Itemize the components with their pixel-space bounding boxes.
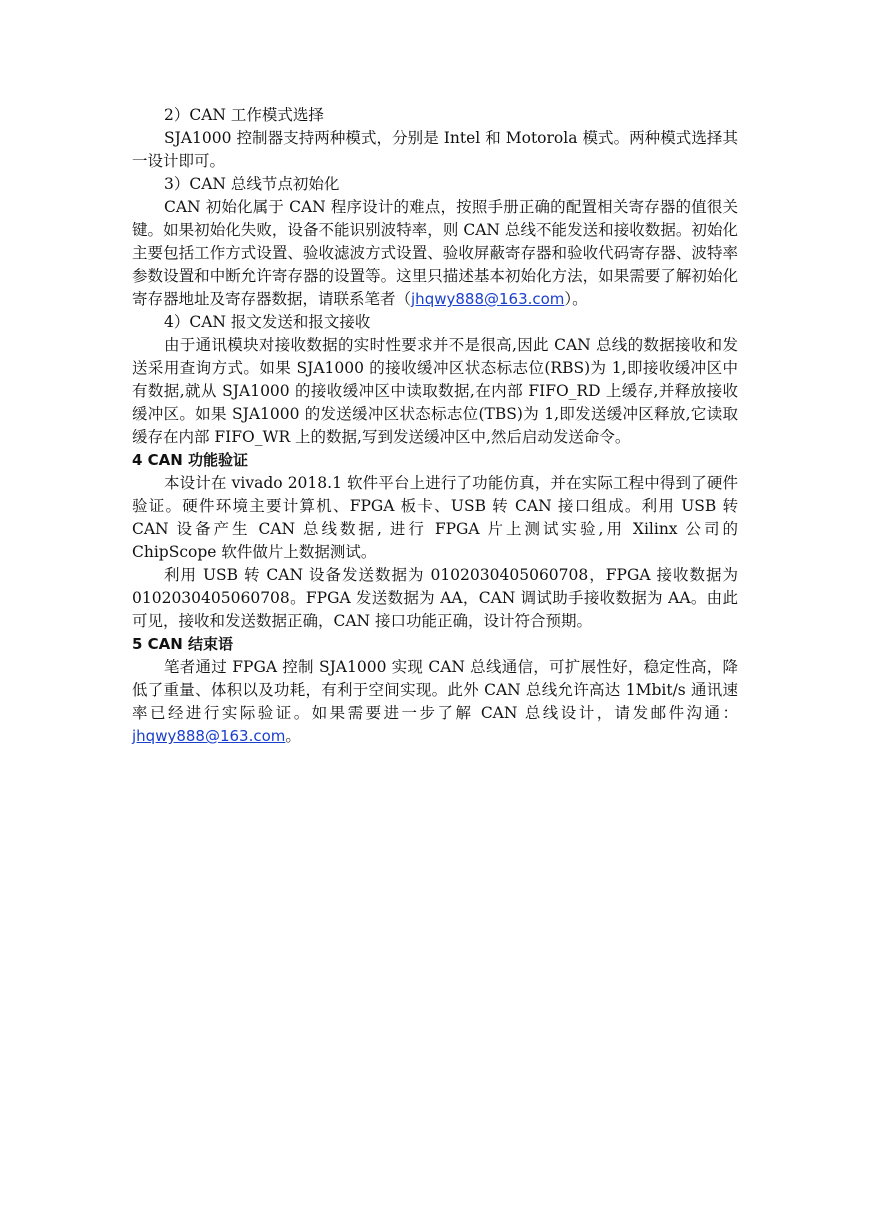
subsection-heading-work-mode: 2）CAN 工作模式选择: [164, 106, 324, 124]
paragraph-verification-1: 本设计在 vivado 2018.1 软件平台上进行了功能仿真，并在实际工程中得到了硬件验证。硬件环境主要计算机、FPGA 板卡、USB 转 CAN 接口组成。利用 USB 转 CAN 设备产生 CAN 总线数据, 进行 FPGA 片上测试实验,用 Xilinx 公司的 ChipScope 软件做片上数据测试。: [132, 474, 738, 561]
section-heading-verification: 4 CAN 功能验证: [132, 451, 249, 469]
section-heading-conclusion: 5 CAN 结束语: [132, 635, 234, 653]
paragraph-conclusion: [132, 656, 738, 748]
paragraph-verification-2: 利用 USB 转 CAN 设备发送数据为 0102030405060708，FPGA 接收数据为 0102030405060708。FPGA 发送数据为 AA，CAN 调试助手接收数据为 AA。由此可见，接收和发送数据正确，CAN 接口功能正确，设计符合预期。: [132, 566, 738, 630]
email-link-conclusion[interactable]: jhqwy888@163.com: [132, 727, 286, 745]
paragraph-message: 由于通讯模块对接收数据的实时性要求并不是很高,因此 CAN 总线的数据接收和发送采用查询方式。如果 SJA1000 的接收缓冲区状态标志位(RBS)为 1,即接收缓冲区中有数据,就从 SJA1000 的接收缓冲区中读取数据,在内部 FIFO_RD 上缓存,并释放接收缓冲区。如果 SJA1000 的发送缓冲区状态标志位(TBS)为 1,即发送缓冲区释放,它读取缓存在内部 FIFO_WR 上的数据,写到发送缓冲区中,然后启动发送命令。: [132, 336, 738, 446]
paragraph-node-init-tail: ）。: [564, 290, 588, 308]
paragraph-conclusion-tail: 。: [285, 727, 301, 745]
document-body: [132, 104, 738, 748]
paragraph-work-mode: SJA1000 控制器支持两种模式，分别是 Intel 和 Motorola 模式。两种模式选择其一设计即可。: [132, 129, 738, 170]
paragraph-node-init-text: CAN 初始化属于 CAN 程序设计的难点，按照手册正确的配置相关寄存器的值很关键。如果初始化失败，设备不能识别波特率，则 CAN 总线不能发送和接收数据。初始化主要包括工作方式设置、验收滤波方式设置、验收屏蔽寄存器和验收代码寄存器、波特率参数设置和中断允许寄存器的设置等。这里只描述基本初始化方法，如果需要了解初始化寄存器地址及寄存器数据，请联系笔者（: [132, 198, 738, 308]
email-link-contact[interactable]: jhqwy888@163.com: [411, 290, 565, 308]
subsection-heading-message: 4）CAN 报文发送和报文接收: [164, 313, 371, 331]
subsection-heading-node-init: 3）CAN 总线节点初始化: [164, 175, 340, 193]
paragraph-conclusion-text: 笔者通过 FPGA 控制 SJA1000 实现 CAN 总线通信，可扩展性好，稳定性高，降低了重量、体积以及功耗，有利于空间实现。此外 CAN 总线允许高达 1Mbit/s 通讯速率已经进行实际验证。如果需要进一步了解 CAN 总线设计，请发邮件沟通：: [132, 658, 738, 722]
paragraph-node-init: [132, 196, 738, 311]
